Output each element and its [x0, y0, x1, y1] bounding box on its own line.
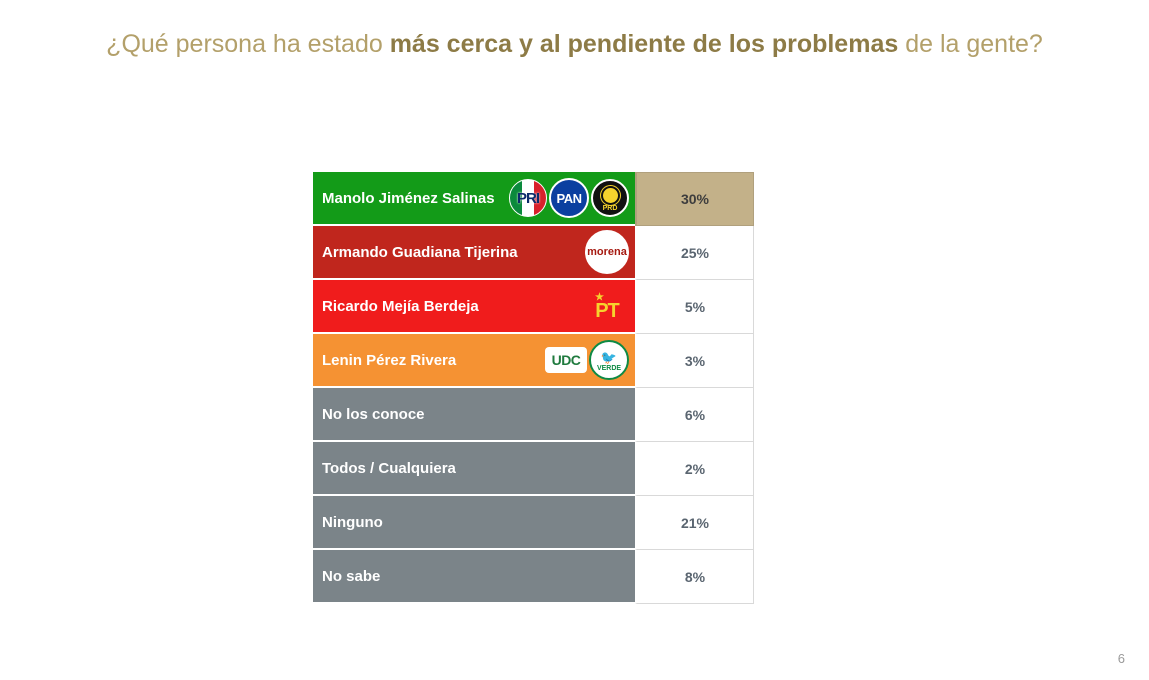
candidate-name: Ricardo Mejía Berdeja [322, 297, 479, 315]
prd-logo-icon [591, 179, 629, 217]
table-row [313, 280, 754, 334]
results-table [313, 172, 754, 604]
pt-logo-label: PT [595, 300, 619, 322]
pt-star-icon: ★ [595, 292, 603, 303]
option-label: No los conoce [322, 405, 425, 423]
page-title [60, 26, 1089, 62]
row-value-cell: 3% [635, 334, 754, 388]
party-logos [585, 288, 629, 324]
candidate-name: Armando Guadiana Tijerina [322, 243, 518, 261]
row-value-cell: 5% [635, 280, 754, 334]
table-row [313, 550, 754, 604]
table-row [313, 226, 754, 280]
party-logos [509, 178, 629, 218]
page-number: 6 [1117, 651, 1125, 666]
title-text-tail: de la gente? [898, 30, 1043, 58]
pri-logo-label: PRI [516, 189, 539, 207]
table-row [313, 496, 754, 550]
row-label-cell [313, 496, 635, 550]
row-value-cell: 6% [635, 388, 754, 442]
title-text-lead: ¿Qué persona ha estado [106, 30, 390, 58]
row-value-cell: 8% [635, 550, 754, 604]
pt-logo-icon [585, 288, 629, 324]
row-label-cell [313, 280, 635, 334]
table-row [313, 442, 754, 496]
prd-sun-icon [603, 188, 618, 203]
table-row [313, 172, 754, 226]
morena-logo-label: morena [587, 246, 627, 258]
pan-logo-icon [549, 178, 589, 218]
prd-logo-label: PRD [602, 204, 618, 212]
row-value-cell: 30% [635, 172, 754, 226]
row-label-cell [313, 172, 635, 226]
party-logos [545, 340, 629, 380]
udc-logo-icon [545, 347, 587, 373]
row-label-cell [313, 550, 635, 604]
pvem-logo-icon [589, 340, 629, 380]
row-value-cell: 25% [635, 226, 754, 280]
morena-logo-icon [585, 230, 629, 274]
row-label-cell [313, 442, 635, 496]
pan-logo-label: PAN [556, 190, 582, 206]
option-label: Ninguno [322, 513, 383, 531]
udc-logo-label: UDC [551, 352, 581, 368]
option-label: No sabe [322, 567, 381, 585]
row-label-cell [313, 226, 635, 280]
row-label-cell [313, 388, 635, 442]
row-value-cell: 2% [635, 442, 754, 496]
table-row [313, 388, 754, 442]
pri-logo-icon [509, 179, 547, 217]
row-label-cell [313, 334, 635, 388]
candidate-name: Lenin Pérez Rivera [322, 351, 457, 369]
title-text-emphasis: más cerca y al pendiente de los problemas [389, 30, 899, 58]
row-value-cell: 21% [635, 496, 754, 550]
party-logos [585, 230, 629, 274]
table-row [313, 334, 754, 388]
pvem-logo-label: VERDE [596, 364, 622, 372]
candidate-name: Manolo Jiménez Salinas [322, 189, 495, 207]
option-label: Todos / Cualquiera [322, 459, 456, 477]
pvem-bird-icon: 🐦 [600, 349, 618, 365]
